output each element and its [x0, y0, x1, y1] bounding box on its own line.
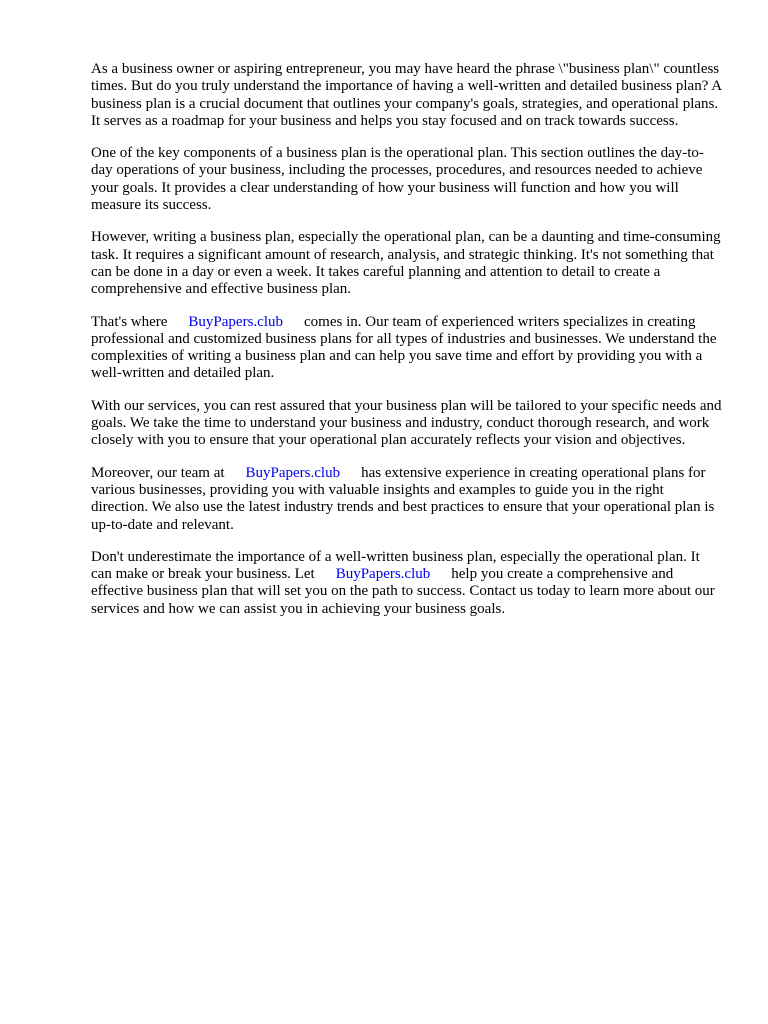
paragraph-text: comes in. Our team of experienced writers specializes in creating professional and customized business plans for all types of industries and businesses. We understand the complexities of writing a business plan and can help you save time and effort by providing you with a well-written and detailed plan.: [91, 313, 717, 382]
buypapers-link[interactable]: BuyPapers.club: [188, 313, 283, 330]
buypapers-link[interactable]: BuyPapers.club: [245, 464, 341, 481]
paragraph-experience: [91, 465, 723, 534]
paragraph-text: That's where: [91, 313, 168, 330]
paragraph-operational-plan: One of the key components of a business plan is the operational plan. This section outlines the day-to-day operations of your business, including the processes, procedures, and resources needed to achieve your goals. It provides a clear understanding of how your business will function and how you will measure its success.: [91, 145, 704, 214]
paragraph-text: help you create a comprehensive and effective business plan that will set you on the path to success. Contact us today to learn more about our services and how we can assist you in achieving your business goals.: [91, 566, 715, 617]
paragraph-service-intro: [91, 314, 723, 383]
paragraph-tailored-services: With our services, you can rest assured that your business plan will be tailored to your specific needs and goals. We take the time to understand your business and industry, conduct thorough research, and work closely with you to ensure that your operational plan accurately reflects your vision and objectives.: [91, 397, 722, 449]
paragraph-text: has extensive experience in creating operational plans for various businesses, providing you with valuable insights and examples to guide you in the right direction. We also use the latest industry trends and best practices to ensure that your operational plan is up-to-date and relevant.: [91, 464, 715, 533]
buypapers-link[interactable]: BuyPapers.club: [335, 566, 431, 583]
paragraph-call-to-action: [91, 549, 723, 618]
paragraph-text: Moreover, our team at: [91, 464, 225, 481]
paragraph-text: Don't underestimate the importance of a well-written business plan, especially the operational plan. It can make or break your business. Let: [91, 548, 700, 583]
paragraph-intro: As a business owner or aspiring entrepreneur, you may have heard the phrase \"business plan\" countless times. But do you truly understand the importance of having a well-written and detailed business plan? A business plan is a crucial document that outlines your company's goals, strategies, and operational plans. It serves as a roadmap for your business and helps you stay focused and on track towards success.: [91, 61, 722, 129]
paragraph-challenges: However, writing a business plan, especially the operational plan, can be a daunting and time-consuming task. It requires a significant amount of research, analysis, and strategic thinking. It's not something that can be done in a day or even a week. It takes careful planning and attention to detail to create a comprehensive and effective business plan.: [91, 229, 721, 298]
document-body: [91, 61, 723, 633]
